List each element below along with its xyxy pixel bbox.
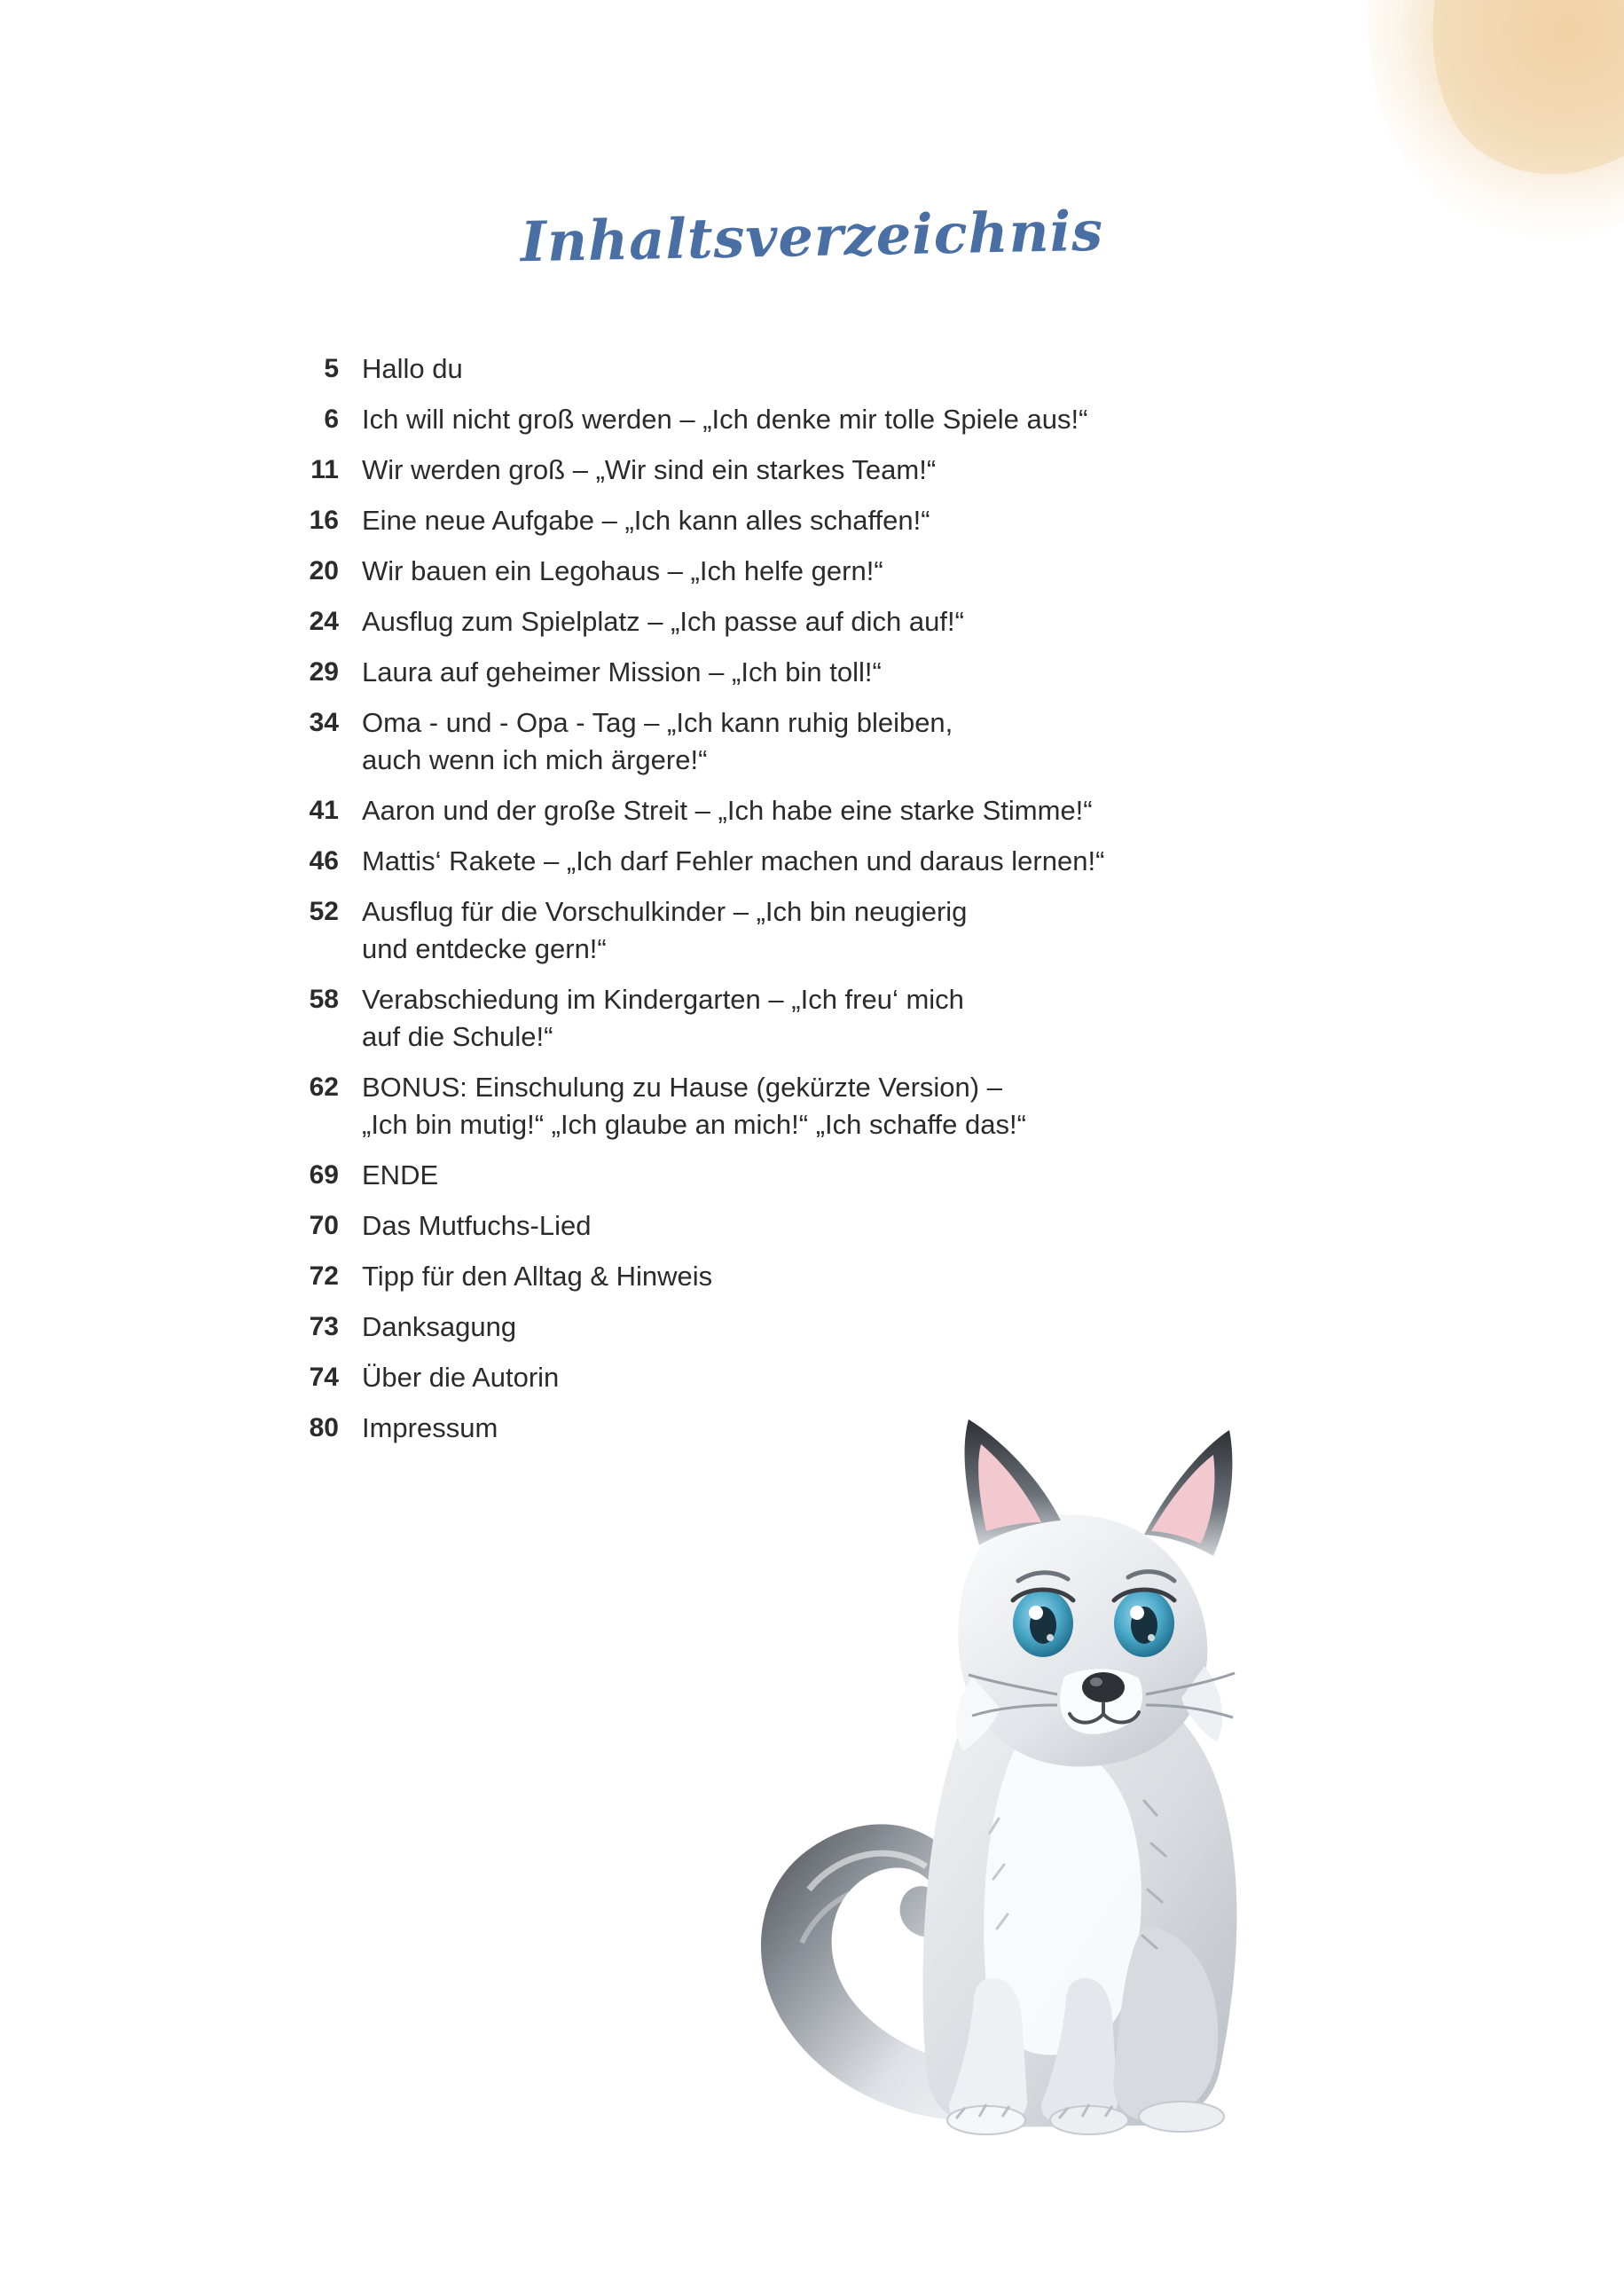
toc-entry-title (346, 1258, 1442, 1295)
toc-entry-title (346, 401, 1442, 438)
toc-entry[interactable] (254, 452, 1442, 489)
toc-page-number: 5 (324, 354, 339, 383)
toc-entry[interactable] (254, 1308, 1442, 1346)
toc-entry[interactable] (254, 502, 1442, 539)
toc-entry-title (346, 843, 1442, 880)
toc-entry[interactable] (254, 553, 1442, 590)
toc-page-number: 74 (309, 1363, 339, 1392)
toc-entry-line1: Laura auf geheimer Mission – „Ich bin toll!“ (362, 656, 882, 688)
toc-entry[interactable] (254, 792, 1442, 829)
toc-page-number: 62 (309, 1073, 339, 1102)
toc-entry-title (346, 1308, 1442, 1346)
toc-page-number: 52 (309, 897, 339, 926)
toc-page-number: 11 (310, 455, 339, 484)
toc-entry-title (346, 1359, 1442, 1396)
toc-entry-line1: Impressum (362, 1412, 498, 1443)
table-of-contents (254, 350, 1442, 1460)
toc-entry-title (346, 1207, 1442, 1245)
toc-page-number: 73 (309, 1312, 339, 1341)
toc-entry[interactable] (254, 1410, 1442, 1447)
toc-entry-line2: auch wenn ich mich ärgere!“ (362, 744, 708, 775)
toc-entry[interactable] (254, 1157, 1442, 1194)
toc-entry-line1: Wir bauen ein Legohaus – „Ich helfe gern!“ (362, 555, 883, 586)
toc-entry-line2: auf die Schule!“ (362, 1021, 553, 1052)
toc-entry-title (346, 981, 1442, 1056)
toc-entry-title (346, 350, 1442, 388)
toc-entry-title (346, 553, 1442, 590)
toc-entry[interactable] (254, 401, 1442, 438)
toc-entry[interactable] (254, 603, 1442, 640)
toc-entry-title (346, 502, 1442, 539)
toc-page-number: 24 (309, 607, 339, 636)
watercolor-splash-decoration (1287, 0, 1624, 310)
toc-entry-title (346, 452, 1442, 489)
toc-page-number: 70 (309, 1211, 339, 1240)
toc-entry[interactable] (254, 843, 1442, 880)
toc-page-number: 41 (309, 796, 339, 825)
toc-entry-line2: und entdecke gern!“ (362, 933, 607, 964)
toc-entry[interactable] (254, 704, 1442, 779)
toc-entry-line1: Ich will nicht groß werden – „Ich denke mir tolle Spiele aus!“ (362, 404, 1088, 435)
toc-page-number: 69 (309, 1160, 339, 1190)
toc-entry-line1: Oma - und - Opa - Tag – „Ich kann ruhig bleiben, (362, 707, 953, 738)
toc-page-number: 80 (309, 1413, 339, 1442)
fox-illustration (727, 1357, 1348, 2182)
toc-entry-title (346, 603, 1442, 640)
toc-entry-line1: Über die Autorin (362, 1362, 560, 1393)
toc-entry-line1: Wir werden groß – „Wir sind ein starkes Team!“ (362, 454, 937, 485)
toc-entry-line1: Das Mutfuchs-Lied (362, 1210, 592, 1241)
toc-entry[interactable] (254, 654, 1442, 691)
toc-page-number: 34 (309, 708, 339, 737)
toc-entry-title (346, 704, 1442, 779)
toc-page-number: 29 (309, 657, 339, 687)
toc-entry-line1: Ausflug für die Vorschulkinder – „Ich bin neugierig (362, 896, 968, 927)
toc-entry-title (346, 792, 1442, 829)
toc-page-number: 46 (309, 846, 339, 876)
toc-entry[interactable] (254, 1207, 1442, 1245)
toc-page-number: 6 (324, 405, 339, 434)
toc-entry-line1: Danksagung (362, 1311, 517, 1342)
page-title: Inhaltsverzeichnis (520, 198, 1104, 275)
toc-entry[interactable] (254, 1359, 1442, 1396)
toc-entry[interactable] (254, 981, 1442, 1056)
toc-entry-title (346, 893, 1442, 968)
toc-entry[interactable] (254, 1258, 1442, 1295)
toc-entry-title (346, 1410, 1442, 1447)
toc-entry-line2: „Ich bin mutig!“ „Ich glaube an mich!“ „Ich schaffe das!“ (362, 1109, 1026, 1140)
toc-entry-line1: BONUS: Einschulung zu Hause (gekürzte Version) – (362, 1072, 1002, 1103)
toc-entry-line1: Mattis‘ Rakete – „Ich darf Fehler machen und daraus lernen!“ (362, 845, 1105, 876)
toc-page-number: 72 (309, 1261, 339, 1291)
toc-page-number: 58 (309, 985, 339, 1014)
toc-entry-line1: Hallo du (362, 353, 463, 384)
toc-entry-line1: Aaron und der große Streit – „Ich habe eine starke Stimme!“ (362, 795, 1093, 826)
toc-entry[interactable] (254, 1069, 1442, 1143)
toc-entry-line1: Tipp für den Alltag & Hinweis (362, 1261, 713, 1292)
toc-entry-line1: Eine neue Aufgabe – „Ich kann alles schaffen!“ (362, 505, 930, 536)
toc-entry[interactable] (254, 350, 1442, 388)
toc-entry[interactable] (254, 893, 1442, 968)
toc-entry-title (346, 654, 1442, 691)
toc-entry-line1: Verabschiedung im Kindergarten – „Ich freu‘ mich (362, 984, 964, 1015)
toc-entry-title (346, 1069, 1442, 1143)
toc-entry-line1: ENDE (362, 1159, 439, 1191)
toc-entry-title (346, 1157, 1442, 1194)
toc-page-number: 16 (309, 506, 339, 535)
toc-entry-line1: Ausflug zum Spielplatz – „Ich passe auf dich auf!“ (362, 606, 964, 637)
toc-page-number: 20 (309, 556, 339, 585)
